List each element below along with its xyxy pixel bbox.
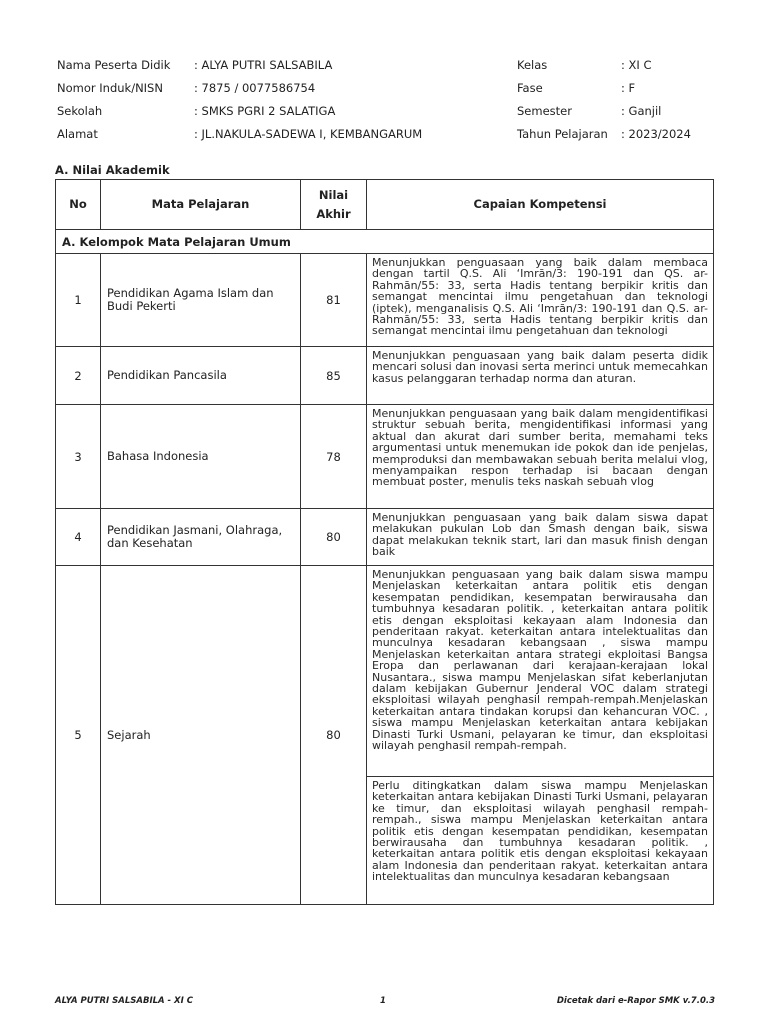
footer-student: ALYA PUTRI SALSABILA - XI C — [55, 996, 193, 1006]
info-label: Semester — [517, 103, 572, 118]
table-header-row — [56, 180, 714, 230]
info-row — [57, 53, 717, 76]
info-value: : ALYA PUTRI SALSABILA — [194, 57, 333, 72]
info-label: Tahun Pelajaran — [517, 126, 608, 141]
row-nilai: 80 — [301, 566, 367, 905]
info-label: Nama Peserta Didik — [57, 57, 171, 72]
row-capaian: Menunjukkan penguasaan yang baik dalam siswa dapat melakukan pukulan Lob dan Smash dengan baik, siswa dapat melakukan teknik start, lari dan masuk finish dengan baik — [367, 509, 714, 566]
info-label: Alamat — [57, 126, 98, 141]
row-capaian-improvement: Perlu ditingkatkan dalam siswa mampu Menjelaskan keterkaitan antara kebijakan Dinasti Turki Usmani, pelayaran ke timur, dan eksploitasi wilayah penghasil rempah-rempah., siswa mampu Menjelaskan keterkaitan antara politik etis dengan kesempatan pendidikan, kesempatan berwirausaha dan tumbuhnya kesadaran politik. , keterkaitan antara politik etis dengan eksploitasi kekayaan alam Indonesia dan penderitaan rakyat. keterkaitan antara intelektualitas dan munculnya kesadaran kebangsaan — [367, 777, 714, 905]
table-row — [56, 405, 714, 509]
row-mata-pelajaran: Bahasa Indonesia — [101, 405, 301, 509]
grades-table — [55, 179, 714, 905]
header-no: No — [56, 180, 101, 230]
row-mata-pelajaran: Pendidikan Jasmani, Olahraga, dan Kesehatan — [101, 509, 301, 566]
row-no: 5 — [56, 566, 101, 905]
row-capaian: Menunjukkan penguasaan yang baik dalam peserta didik mencari solusi dan inovasi serta merinci untuk memecahkan kasus pelanggaran terhadap norma dan aturan. — [367, 347, 714, 405]
info-label: Nomor Induk/NISN — [57, 80, 163, 95]
row-mata-pelajaran: Pendidikan Agama Islam dan Budi Pekerti — [101, 254, 301, 347]
row-capaian: Menunjukkan penguasaan yang baik dalam siswa mampu Menjelaskan keterkaitan antara politik etis dengan kesempatan pendidikan, kesempatan berwirausaha dan tumbuhnya kesadaran politik. , keterkaitan antara politik etis dengan eksploitasi kekayaan alam Indonesia dan penderitaan rakyat. keterkaitan antara intelektualitas dan munculnya kesadaran kebangsaan , siswa mampu Menjelaskan keterkaitan antara strategi ekploitasi Bangsa Eropa dan perlawanan dari kerajaan-kerajaan lokal Nusantara., siswa mampu Menjelaskan sifat keberlanjutan dalam kebijakan Gubernur Jenderal VOC dalam strategi eksploitasi wilayah penghasil rempah-rempah.Menjelaskan keterkaitan antara tindakan korupsi dan kehancuran VOC. , siswa mampu Menjelaskan keterkaitan antara kebijakan Dinasti Turki Usmani, pelayaran ke timur, dan eksploitasi wilayah penghasil rempah-rempah. — [367, 566, 714, 777]
student-info — [57, 53, 717, 145]
info-value: : JL.NAKULA-SADEWA I, KEMBANGARUM — [194, 126, 423, 141]
group-label: A. Kelompok Mata Pelajaran Umum — [56, 230, 714, 254]
info-value: : F — [621, 80, 636, 95]
info-label: Sekolah — [57, 103, 103, 118]
info-label: Kelas — [517, 57, 548, 72]
row-no: 1 — [56, 254, 101, 347]
info-row — [57, 76, 717, 99]
info-value: : 2023/2024 — [621, 126, 691, 141]
info-value: : XI C — [621, 57, 652, 72]
info-value: : SMKS PGRI 2 SALATIGA — [194, 103, 336, 118]
row-nilai: 85 — [301, 347, 367, 405]
row-mata-pelajaran: Sejarah — [101, 566, 301, 905]
footer-page-number: 1 — [380, 996, 386, 1006]
header-capaian-kompetensi: Capaian Kompetensi — [367, 180, 714, 230]
row-capaian: Menunjukkan penguasaan yang baik dalam mengidentifikasi struktur sebuah berita, mengidentifikasi informasi yang aktual dan akurat dari sumber berita, memahami teks argumentasi untuk menemukan ide pokok dan ide penjelas, memproduksi dan membawakan sebuah berita melalui vlog, menyampaikan respon terhadap isi bacaan dengan membuat poster, menulis teks naskah sebuah vlog — [367, 405, 714, 509]
section-title: A. Nilai Akademik — [55, 163, 170, 177]
header-nilai-akhir — [301, 180, 367, 230]
row-no: 4 — [56, 509, 101, 566]
table-row — [56, 566, 714, 777]
row-no: 3 — [56, 405, 101, 509]
table-row — [56, 254, 714, 347]
info-row — [57, 99, 717, 122]
header-mata-pelajaran: Mata Pelajaran — [101, 180, 301, 230]
table-row — [56, 509, 714, 566]
row-capaian: Menunjukkan penguasaan yang baik dalam membaca dengan tartil Q.S. Ali ‘Imrān/3: 190-191 dan QS. ar-Rahmān/55: 33, serta Hadis tentang berpikir kritis dan semangat mencintai ilmu pengetahuan dan teknologi (iptek), menganalisis Q.S. Ali ‘Imrān/3: 190-191 dan Q.S. ar-Rahmān/55: 33, serta Hadis tentang berpikir kritis dan semangat mencintai ilmu pengetahuan dan teknologi — [367, 254, 714, 347]
info-value: : Ganjil — [621, 103, 662, 118]
header-nilai-akhir-label: Nilai Akhir — [316, 187, 351, 221]
row-nilai: 78 — [301, 405, 367, 509]
footer-generator: Dicetak dari e-Rapor SMK v.7.0.3 — [556, 996, 715, 1006]
info-row — [57, 122, 717, 145]
info-value: : 7875 / 0077586754 — [194, 80, 316, 95]
row-no: 2 — [56, 347, 101, 405]
info-label: Fase — [517, 80, 543, 95]
table-row — [56, 347, 714, 405]
row-mata-pelajaran: Pendidikan Pancasila — [101, 347, 301, 405]
group-row — [56, 230, 714, 254]
row-nilai: 80 — [301, 509, 367, 566]
row-nilai: 81 — [301, 254, 367, 347]
